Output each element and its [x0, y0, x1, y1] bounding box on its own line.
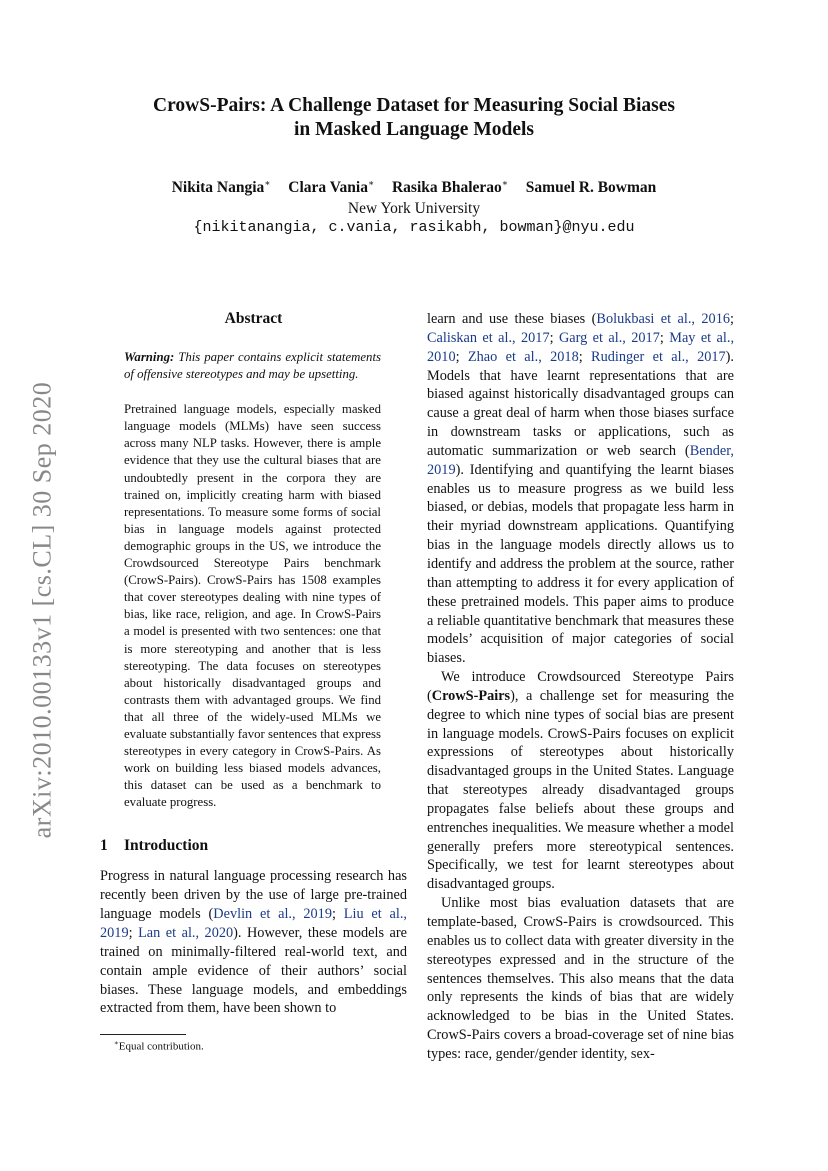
citation-link[interactable]: Bolukbasi et al., 2016	[596, 311, 730, 327]
citation-link[interactable]: Bender, 2019	[427, 442, 734, 478]
citation-link[interactable]: May et al., 2010	[427, 329, 735, 365]
author-name: Samuel R. Bowman	[525, 179, 657, 197]
warning-label: Warning:	[124, 350, 175, 364]
author	[526, 179, 656, 196]
author-name: Clara Vania	[288, 179, 368, 197]
affiliation: New York University	[347, 200, 481, 217]
text-span: ), a challenge set for measuring the degree to which nine types of social bias are present in language models. CrowS-Pairs focuses on explicit expressions of stereotypes about historically disadvantaged groups in the United States. Language that stereotypes already disadvantaged groups propagates false beliefs about these groups and entrenches inequalities. We measure whether a model generally prefers more stereotypical sentences. Specifically, we test for learnt stereotypes about disadvantaged groups.	[427, 687, 734, 893]
paper-title-line-2: in Masked Language Models	[294, 119, 534, 140]
text-span: ;	[549, 329, 559, 346]
abstract	[124, 349, 381, 811]
body-paragraph: Unlike most bias evaluation datasets that are template-based, CrowS-Pairs is crowdsourced. This enables us to collect data with greater diversity in the stereotypes expressed and in the structure of the sentences themselves. This also means that the data only represents the kinds of bias that are widely acknowledged to be bias in the United States. CrowS-Pairs covers a broad-coverage set of nine bias types: race, gender/gender identity, sex-	[427, 895, 734, 1062]
text-span: ;	[659, 329, 670, 346]
text-span: learn and use these biases (	[427, 311, 597, 327]
citation-link[interactable]: Zhao et al., 2018	[467, 348, 579, 365]
author-name: Rasika Bhalerao	[391, 179, 502, 197]
citation-link[interactable]: Rudinger et al., 2017	[591, 348, 726, 365]
citation-link[interactable]: Caliskan et al., 2017	[427, 329, 550, 346]
section-heading-introduction	[100, 837, 407, 855]
author	[172, 179, 271, 196]
author-emails: {nikitanangia, c.vania, rasikabh, bowman}@nyu.edu	[193, 219, 635, 236]
author-mark: ∗	[501, 178, 508, 188]
author-name: Nikita Nangia	[171, 179, 265, 197]
right-column	[427, 310, 734, 1064]
author-mark: ∗	[264, 178, 271, 188]
author	[288, 179, 374, 196]
footnote	[100, 1039, 407, 1053]
citation-link[interactable]: Devlin et al., 2019	[213, 906, 332, 923]
abstract-heading: Abstract	[224, 310, 283, 327]
text-span: ;	[128, 924, 139, 941]
text-span: Progress in natural language processing research has recently been driven by the use of large pre-trained language models (	[100, 868, 407, 923]
body-paragraph	[427, 668, 734, 894]
text-span: ;	[455, 348, 468, 365]
section-title: Introduction	[124, 837, 209, 855]
citation-link[interactable]: Liu et al., 2019	[100, 906, 408, 941]
author-mark: ∗	[367, 178, 375, 188]
footnote-text: Equal contribution.	[118, 1040, 204, 1053]
author-list	[0, 178, 828, 197]
dataset-name: CrowS-Pairs	[431, 687, 511, 704]
text-span: ). Identifying and quantifying the learnt biases enables us to measure progress as we build less biased, or debias, models that propagate less harm in their myriad downstream applications. Quantifying bias in the language models directly allows us to identify and address the problem at the source, rather than attempting to address it for every application of these pretrained models. This paper aims to produce a reliable quantitative benchmark that measures these models’ acquisition of major categories of social biases.	[427, 461, 734, 667]
warning-text: This paper contains explicit statements of offensive stereotypes and may be upsetting.	[124, 350, 381, 382]
body-paragraph	[427, 310, 734, 668]
paper-title-line-1: CrowS-Pairs: A Challenge Dataset for Measuring Social Biases	[153, 95, 675, 116]
text-span: ;	[331, 906, 344, 923]
text-span: ). Models that have learnt representations that are biased against historically disadvantaged groups can cause a great deal of harm when those biases surface in downstream tasks or applications, such as automatic summarization or web search (	[427, 348, 735, 459]
author	[392, 179, 508, 196]
text-span: ;	[730, 311, 734, 327]
arxiv-identifier-text: arXiv:2010.00133v1 [cs.CL] 30 Sep 2020	[27, 381, 56, 839]
text-span: ;	[578, 348, 592, 365]
content-warning	[124, 349, 381, 383]
text-span: We introduce Crowdsourced Stereotype Pairs (	[427, 669, 734, 704]
abstract-body: Pretrained language models, especially masked language models (MLMs) have seen success across many NLP tasks. However, there is ample evidence that they use the cultural biases that are undoubtedly present in the corpora they are trained on, implicitly creating harm with biased representations. To measure some forms of social bias in language models against protected demographic groups in the US, we introduce the Crowdsourced Stereotype Pairs benchmark (CrowS-Pairs). CrowS-Pairs has 1508 examples that cover stereotypes dealing with nine types of bias, like race, religion, and age. In CrowS-Pairs a model is presented with two sentences: one that is more stereotyping and another that is less stereotyping. The data focuses on stereotypes about historically disadvantaged groups and contrasts them with advantaged groups. We find that all three of the widely-used MLMs we evaluate substantially favor sentences that express stereotypes in every category in CrowS-Pairs. As work on building less biased models advances, this dataset can be used as a benchmark to evaluate progress.	[124, 402, 381, 810]
footnote-mark: ∗	[114, 1039, 119, 1048]
citation-link[interactable]: Garg et al., 2017	[558, 329, 660, 346]
section-number: 1	[100, 837, 108, 855]
text-span: ). However, these models are trained on minimally-filtered real-world text, and contain ample evidence of their authors’ social biases. These language models, and embeddings extracted from them, have been shown to	[100, 924, 407, 1017]
arxiv-identifier	[22, 370, 62, 850]
footnote-divider	[100, 1034, 186, 1035]
paper-title	[0, 94, 828, 142]
left-column	[100, 310, 407, 1053]
citation-link[interactable]: Lan et al., 2020	[138, 924, 234, 941]
intro-paragraph	[100, 867, 407, 1018]
